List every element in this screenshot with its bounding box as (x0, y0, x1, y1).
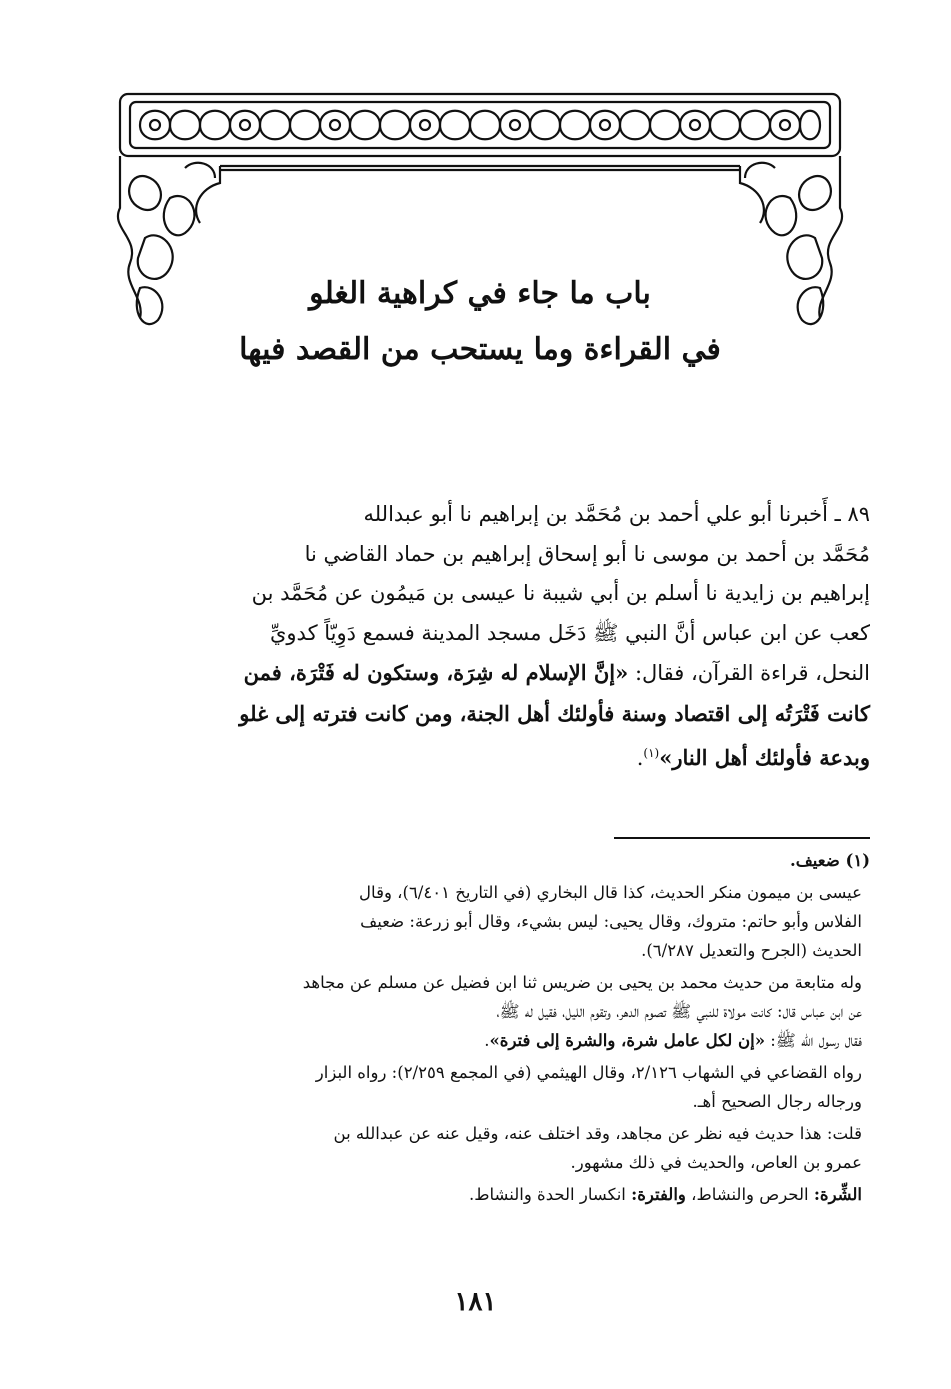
footnote-line: الفلاس وأبو حاتم: متروك، وقال يحيى: ليس بشيء، وقال أبو زرعة: ضعيف (360, 912, 862, 931)
footnote-line (118, 1180, 862, 1209)
chapter-title-line-2: في القراءة وما يستحب من القصد فيها (239, 332, 721, 367)
hadith-quote: كانت فَتْرَتُه إلى اقتصاد وسنة فأولئك أهل الجنة، ومن كانت فترته إلى غلو (239, 700, 870, 726)
footnote-line: وله متابعة من حديث محمد بن يحيى بن ضريس ثنا ابن فضيل عن مسلم عن مجاهد (302, 973, 862, 992)
hadith-line (118, 653, 870, 694)
footnote-line: عمرو بن العاص، والحديث في ذلك مشهور. (570, 1153, 862, 1172)
footnotes (118, 846, 870, 1209)
footnote-line: ورجاله رجال الصحيح أهـ. (692, 1092, 862, 1111)
hadith-line: كعب عن ابن عباس أنَّ النبي ﷺ دَخَل مسجد المدينة فسمع دَوِيّاً كدويِّ (269, 620, 870, 645)
glossary-term: الشِّرة: (813, 1185, 862, 1204)
hadith-line-text: النحل، قراءة القرآن، فقال: (634, 661, 870, 685)
glossary-definition: انكسار الحدة والنشاط. (469, 1185, 626, 1204)
hadith-quote: وبدعة فأولئك أهل النار» (659, 745, 870, 770)
glossary-definition: الحرص والنشاط، (691, 1185, 809, 1204)
page-number: ١٨١ (454, 1287, 497, 1317)
hadith-text (118, 495, 870, 779)
footnote-text: فقال رسول الله ﷺ: (770, 1031, 862, 1050)
footnote-separator (614, 837, 870, 839)
footnote-heading: (١) ضعيف. (789, 851, 870, 870)
footnote-line: عن ابن عباس قال: كانت مولاة للنبي ﷺ تصوم الدهر، وتقوم الليل، فقيل له ﷺ، (496, 1002, 862, 1021)
hadith-quote: «إنَّ الإسلام له شِرَة، وستكون له فَتْرَة، فمن (243, 660, 629, 685)
hadith-line (118, 694, 870, 735)
glossary-term: والفترة: (631, 1185, 686, 1204)
footnote-line: الحديث (الجرح والتعديل ٦/٢٨٧). (641, 941, 862, 960)
footnote-paragraph (118, 878, 870, 965)
hadith-line: ٨٩ ـ أَخبرنا أبو علي أحمد بن مُحَمَّد بن إبراهيم نا أبو عبدالله (363, 502, 870, 526)
footnote-paragraph (118, 1058, 870, 1116)
hadith-line: إبراهيم بن زايدية نا أسلم بن أبي شيبة نا عيسى بن مَيمُون عن مُحَمَّد بن (251, 581, 870, 605)
sentence-end: . (484, 1031, 490, 1050)
footnote-line: عيسى بن ميمون منكر الحديث، كذا قال البخاري (في التاريخ ٦/٤٠١)، وقال (359, 883, 862, 902)
sentence-end: . (636, 746, 644, 770)
footnote-reference[interactable]: (١) (643, 746, 660, 760)
chapter-title-line-1: باب ما جاء في كراهية الغلو (309, 276, 651, 311)
hadith-line: مُحَمَّد بن أحمد بن موسى نا أبو إسحاق إبراهيم بن حماد القاضي نا (304, 541, 870, 566)
footnote-line (118, 1026, 862, 1055)
footnote-paragraph (118, 1119, 870, 1177)
footnote-line: رواه القضاعي في الشهاب ٢/١٢٦، وقال الهيثمي (في المجمع ٢/٢٥٩): رواه البزار (315, 1063, 862, 1082)
glossary-line (118, 1180, 870, 1209)
footnote-paragraph (118, 968, 870, 1055)
hadith-line (118, 734, 870, 779)
footnote-quote: «إن لكل عامل شرة، والشرة إلى فترة» (489, 1031, 766, 1050)
footnote-line: قلت: هذا حديث فيه نظر عن مجاهد، وقد اختلف عنه، وقيل عنه عن عبدالله بن (333, 1124, 862, 1143)
